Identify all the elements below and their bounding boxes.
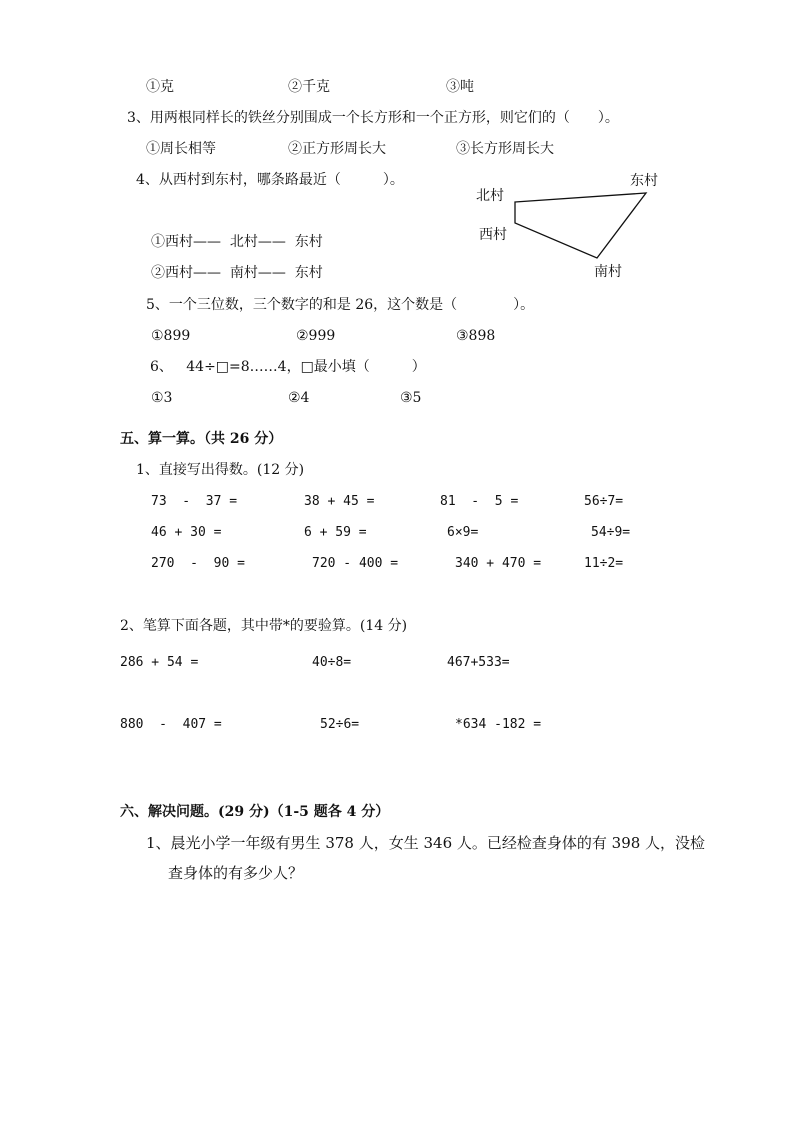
q2-option-3: ③吨 <box>446 79 474 95</box>
calc-item: 56÷7= <box>584 494 624 509</box>
q4-option-1: ①西村—— 北村—— 东村 <box>151 234 323 250</box>
q6-option-2: ②4 <box>288 390 310 406</box>
q6-question: 6、 44÷□=8……4，□最小填（ ） <box>150 359 426 375</box>
q3-option-1: ①周长相等 <box>146 141 216 157</box>
calc-item: 81 - 5 = <box>440 494 519 509</box>
q3-option-2: ②正方形周长大 <box>288 141 386 157</box>
calc-item: 6 + 59 = <box>304 525 367 540</box>
q3-question: 3、用两根同样长的铁丝分别围成一个长方形和一个正方形，则它们的（ ）。 <box>127 110 619 126</box>
q5-option-2: ②999 <box>296 328 336 344</box>
written-calc-item: 40÷8= <box>312 655 352 670</box>
map-label-east: 东村 <box>630 173 658 189</box>
q5-question: 5、一个三位数，三个数字的和是 26，这个数是（ ）。 <box>146 297 535 313</box>
written-calc-item: 286 + 54 = <box>120 655 199 670</box>
q3-option-3: ③长方形周长大 <box>456 141 554 157</box>
section6-title: 六、解决问题。(29 分)（1-5 题各 4 分） <box>120 804 390 820</box>
written-calc-item: 880 - 407 = <box>120 717 222 732</box>
calc-item: 720 - 400 = <box>312 556 399 571</box>
section6-q1-line1: 1、晨光小学一年级有男生 378 人，女生 346 人。已经检查身体的有 398 人，没检 <box>146 834 706 852</box>
q4-option-2: ②西村—— 南村—— 东村 <box>151 265 323 281</box>
village-route-diagram <box>470 165 690 285</box>
map-label-south: 南村 <box>594 264 622 280</box>
q2-option-2: ②千克 <box>288 79 330 95</box>
calc-item: 38 + 45 = <box>304 494 375 509</box>
map-label-north: 北村 <box>476 188 504 204</box>
q6-option-1: ①3 <box>151 390 173 406</box>
q4-question: 4、从西村到东村，哪条路最近（ ）。 <box>136 172 404 188</box>
section6-q1-line2: 查身体的有多少人？ <box>168 864 304 882</box>
calc-item: 54÷9= <box>591 525 631 540</box>
map-label-west: 西村 <box>479 227 507 243</box>
written-calc-item: 467+533= <box>447 655 510 670</box>
q5-option-1: ①899 <box>151 328 191 344</box>
calc-item: 11÷2= <box>584 556 624 571</box>
q5-option-3: ③898 <box>456 328 496 344</box>
calc-item: 6×9= <box>447 525 479 540</box>
section5-part2-title: 2、笔算下面各题，其中带*的要验算。(14 分) <box>120 618 408 634</box>
calc-item: 270 - 90 = <box>151 556 245 571</box>
calc-item: 46 + 30 = <box>151 525 222 540</box>
calc-item: 340 + 470 = <box>455 556 542 571</box>
written-calc-item: 52÷6= <box>320 717 360 732</box>
q6-option-3: ③5 <box>400 390 422 406</box>
section5-title: 五、算一算。（共 26 分） <box>120 431 283 447</box>
written-calc-item: *634 -182 = <box>455 717 542 732</box>
calc-item: 73 - 37 = <box>151 494 238 509</box>
route-shape <box>515 193 646 258</box>
section5-part1-title: 1、直接写出得数。(12 分) <box>136 462 305 478</box>
q2-option-1: ①克 <box>146 79 174 95</box>
